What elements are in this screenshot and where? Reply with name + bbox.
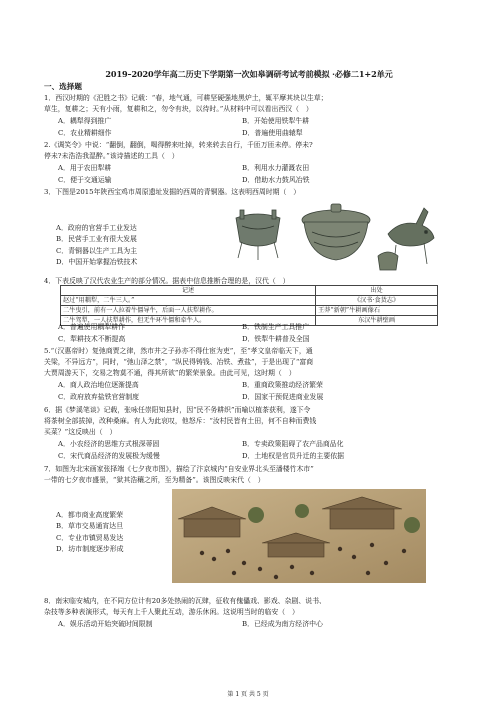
question-8 (44, 596, 454, 618)
question-1 (44, 93, 454, 115)
option-c[interactable]: C．便于交通运输 (58, 176, 112, 184)
question-text: 4．下表反映了汉代农业生产的部分情况。据表中信息推断合理的是，汉代（ ） (44, 277, 290, 285)
option-b[interactable]: B．专卖政策阻碍了农产品商品化 (242, 440, 344, 448)
question-text: 草生，复耕之；天有小雨，复耕和之，勿令有块，以待时。”从材料中可以看出西汉（ ） (44, 104, 313, 113)
option-b[interactable]: B．民营手工业有很大发展 (56, 235, 137, 244)
night-market-painting-image (172, 489, 426, 583)
option-c[interactable]: C．宋代商品经济的发展极为缓慢 (58, 452, 160, 460)
option-d[interactable]: D．中国开始掌握冶铁技术 (56, 258, 138, 267)
option-c[interactable]: C．农业精耕细作 (58, 129, 112, 137)
option-a[interactable]: A．政府的官营手工业发达 (56, 224, 137, 232)
option-b[interactable]: B．草市交易通宵达旦 (56, 522, 124, 531)
options-q7 (56, 510, 124, 556)
options-q3 (56, 223, 137, 269)
question-text: 6．据《梦溪笔谈》记载，张咏任崇阳知县时，因“民不务耕织”而喻以植茶获利，遂下令 (44, 406, 311, 414)
option-b[interactable]: B．已经成为南方经济中心 (242, 620, 323, 628)
option-b[interactable]: B．重商政策推动经济繁荣 (242, 381, 323, 389)
question-text: 买菜？”这反映出（ ） (44, 427, 117, 436)
option-d[interactable]: D．普遍使用曲辕犁 (242, 129, 303, 137)
table-cell: 赵过“用耦犁，二牛三人。” (61, 296, 316, 306)
question-text: 停未?未浩浩我湿醉。”该诗描述的工具（ ） (44, 151, 179, 160)
bronze-small-vessel (378, 252, 398, 270)
table-header-row (61, 286, 438, 296)
table-header-cell: 出处 (316, 286, 438, 296)
table-row (61, 306, 438, 316)
question-text: 7．如图为北宋画家张择端《七夕夜市图》，描绘了汴京城内“自安业界北头至潘楼竹木市” (44, 465, 314, 473)
option-c[interactable]: C．犁耕技术不断提高 (58, 335, 126, 343)
option-b[interactable]: B．利用水力灌溉农田 (242, 164, 310, 172)
table-cell: 二牛曳引，前有一人拉着牛僵导牛，后面一人扶犁耕作。 (61, 306, 316, 316)
option-a[interactable]: A．商人政治地位逐渐提高 (58, 381, 139, 389)
question-text: 大贾周游天下，交易之物莫不通，得其所欲”的繁荣景象。由此可见，这时期（ ） (44, 368, 296, 377)
option-c[interactable]: C．专业市镇贸易发达 (56, 533, 124, 542)
question-text: 3．下图是2015年陕西宝鸡市周原遗址发掘的西周的青铜器。这表明西周时期（ ） (44, 188, 301, 196)
option-d[interactable]: D．国家干预促进商业发展 (242, 393, 324, 401)
option-a[interactable]: A．耦犁得到推广 (58, 117, 112, 125)
question-text: 杂技等多种表演形式，每天有上千人聚此互动，游乐休闲。这说明当时的临安（ ） (44, 607, 299, 616)
option-b[interactable]: B．开始使用铁犁牛耕 (242, 117, 310, 125)
table-row (61, 296, 438, 306)
table-cell: 《汉书·食货志》 (316, 296, 438, 306)
option-d[interactable]: D．借助水力鼓风冶铁 (242, 176, 310, 184)
option-d[interactable]: D．坊市制度逐步形成 (56, 545, 124, 554)
page-footer: 第 1 页 共 5 页 (227, 691, 269, 698)
question-text: 1．西汉时期的《汜胜之书》记载：“春，地气通，可耕坚硬强地黑炉土，辄平摩其块以生草； (44, 94, 328, 102)
source-table (60, 285, 438, 326)
option-b[interactable]: B．铁制生产工具推广 (242, 323, 310, 331)
question-text: 一带的七夕夜市盛景，“狱其浩穰之所，至为精备”。该图反映宋代（ ） (44, 475, 265, 484)
question-7 (44, 464, 454, 486)
option-a[interactable]: A．娱乐活动开始突破时间限制 (58, 620, 153, 628)
question-6 (44, 405, 454, 438)
option-d[interactable]: D．土地权是官员升迁的主要依据 (242, 452, 344, 460)
question-text: 5.“（汉惠帝时）复弛商贾之律，然市井之子孙亦不得仕宦为吏”，至“孝文皇帝临天下，通 (44, 347, 313, 355)
question-3 (44, 187, 454, 198)
table-header-cell: 记述 (61, 286, 316, 296)
page-title: 2019–2020学年高二历史下学期第一次如皋调研考试考前模拟 ·必修二1+2单元 (105, 69, 393, 79)
table-cell: 王莽“新朝”牛耕画像石 (316, 306, 438, 316)
option-a[interactable]: A．用于农田犁耕 (58, 164, 112, 172)
option-a[interactable]: A．都市商业高度繁荣 (56, 511, 123, 519)
option-c[interactable]: C．政府放弃盐铁官营制度 (58, 393, 140, 401)
section-heading: 一、选择题 (44, 82, 82, 91)
option-d[interactable]: D．铁犁牛耕普及全国 (242, 335, 310, 343)
option-c[interactable]: C．青铜器以生产工具为主 (56, 246, 138, 255)
question-text: 2.《调笑令》中说：“翻倒，翻倒，喝得醉来吐掉，转来转去自行，千匝万匝未停。停未? (44, 141, 313, 149)
question-2 (44, 140, 454, 162)
question-5 (44, 346, 454, 379)
bronze-vessels-image (228, 198, 440, 276)
question-text: 8．南宋临安城内，在不同方位计有20多处热闹的瓦肆，征收有傀儡戏、影戏、杂剧、说书、 (44, 597, 326, 605)
question-text: 将茶树全部拔掉，改种桑麻。有人为此哀叹，他怒斥：“汝村民皆有土田，何不自种而费钱 (44, 416, 317, 425)
table-cell: 东汉牛耕壁画 (316, 316, 438, 326)
option-a[interactable]: A．小农经济的思维方式根深蒂固 (58, 440, 160, 448)
table-cell: 二牛驾犁，一人扶犁耕作，但无牛环牛僵和牵牛人。 (61, 316, 316, 326)
question-text: 关梁，不异远方”，同时，“弛山泽之禁”，“纵民得铸钱、冶铁、煮盐”，于是出现了“富商 (44, 357, 314, 366)
option-a[interactable]: A．普遍使用耦犁耕作 (58, 323, 125, 331)
